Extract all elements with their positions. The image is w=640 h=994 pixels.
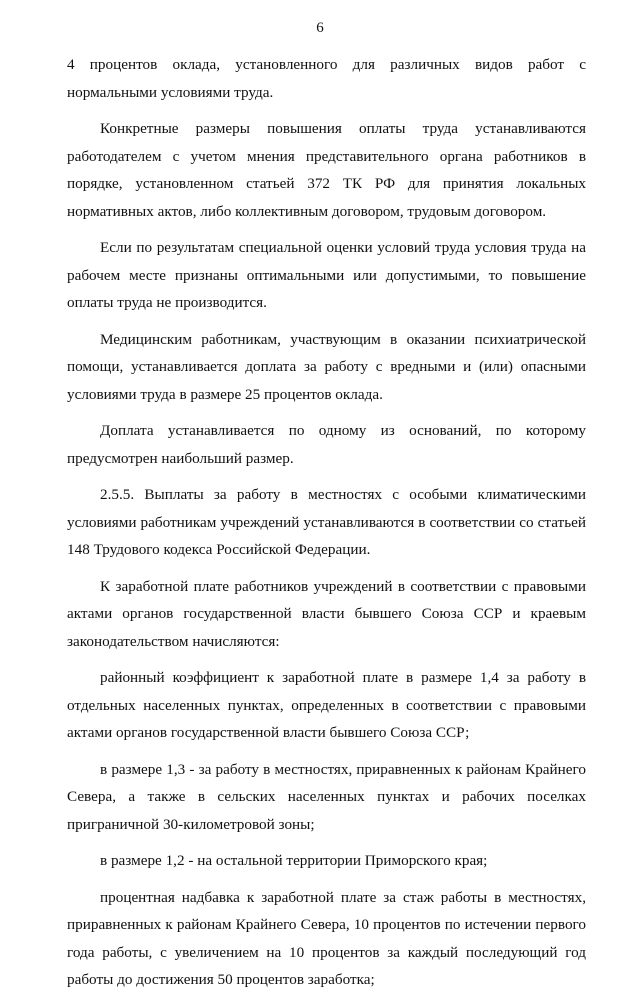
paragraph-specific-raise-amounts: Конкретные размеры повышения оплаты труда устанавливаются работодателем с учетом мнения представительного органа работников в порядке, установленном статьей 372 ТК РФ для принятия локальных нормативных актов, либо коллективным договором, трудовым договором. (67, 120, 586, 220)
paragraph-regional-coefficient-1-2: в размере 1,2 - на остальной территории Приморского края; (100, 852, 488, 869)
paragraph-single-basis: Доплата устанавливается по одному из оснований, по которому предусмотрен наибольший размер. (67, 422, 586, 467)
paragraph-percentage-allowance: процентная надбавка к заработной плате за стаж работы в местностях, приравненных к районам Крайнего Севера, 10 процентов по истечении первого года работы, с увеличением на 10 процентов за каждый последующий год работы до достижения 50 процентов заработка; (67, 888, 586, 988)
page-number: 6 (316, 20, 324, 36)
paragraph-section-2-5-5: 2.5.5. Выплаты за работу в местностях с особыми климатическими условиями работникам учреждений устанавливаются в соответствии со статьей 148 Трудового кодекса Российской Федерации. (67, 486, 586, 558)
paragraph-regional-coefficient-1-3: в размере 1,3 - за работу в местностях, приравненных к районам Крайнего Севера, а также в сельских населенных пунктах и рабочих поселках приграничной 30-километровой зоны; (67, 760, 586, 833)
paragraph-psychiatric-care-bonus: Медицинским работникам, участвующим в оказании психиатрической помощи, устанавливается доплата за работу с вредными и (или) опасными условиями труда в размере 25 процентов оклада. (67, 330, 586, 403)
paragraph-regional-coefficient-1-4: районный коэффициент к заработной плате в размере 1,4 за работу в отдельных населенных пунктах, определенных в соответствии с правовыми актами органов государственной власти бывшего Союза ССР; (67, 669, 586, 741)
paragraph-special-assessment: Если по результатам специальной оценки условий труда условия труда на рабочем месте признаны оптимальными или допустимыми, то повышение оплаты труда не производится. (67, 239, 586, 311)
paragraph-accruals-intro: К заработной плате работников учреждений в соответствии с правовыми актами органов государственной власти бывшего Союза ССР и краевым законодательством начисляются: (67, 577, 586, 650)
paragraph-continuation: 4 процентов оклада, установленного для различных видов работ с нормальными условиями труда. (67, 56, 586, 101)
document-body (67, 51, 586, 994)
